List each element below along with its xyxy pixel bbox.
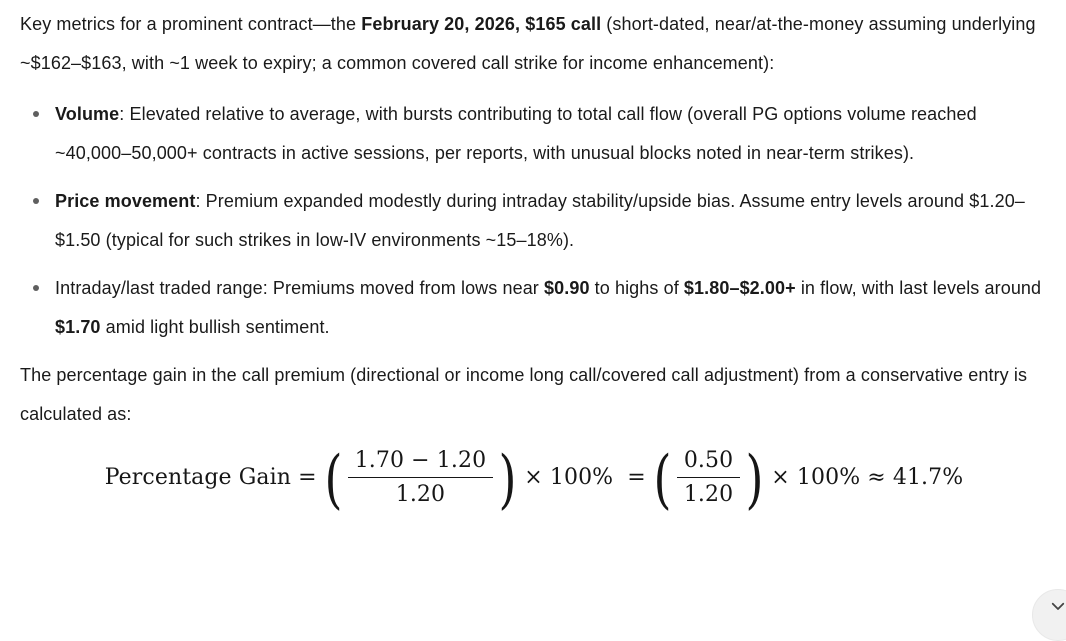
equals-sign: = bbox=[627, 465, 646, 491]
equals-sign: = bbox=[298, 465, 317, 491]
text-segment: (short-dated, near/at-the-money assuming underlying ~$162–$163, with ~1 week to expiry; a common covered call strike for income enhancement): bbox=[20, 14, 1036, 73]
text-segment: : Premium expanded modestly during intraday stability/upside bias. Assume entry levels around $1.20–$1.50 (typical for such strikes in low-IV environments ~15–18%). bbox=[55, 191, 1025, 250]
times-100-percent: × 100% bbox=[771, 465, 861, 491]
approx-result: ≈ 41.7% bbox=[867, 465, 964, 491]
bold-contract-name: February 20, 2026, $165 call bbox=[361, 14, 602, 34]
bold-text: $1.70 bbox=[55, 316, 101, 337]
fraction-denominator: 1.20 bbox=[395, 482, 446, 508]
fraction-1 bbox=[348, 448, 494, 508]
text-segment: Intraday/last traded range: Premiums moved from lows near bbox=[55, 278, 545, 298]
bold-text: $1.80–$2.00+ bbox=[683, 278, 796, 298]
bullet-marker bbox=[33, 111, 39, 117]
fraction-2 bbox=[677, 448, 740, 508]
bullet-marker bbox=[33, 285, 39, 291]
formula-lhs: Percentage Gain bbox=[104, 465, 292, 491]
bullet-marker bbox=[33, 198, 39, 204]
fraction-numerator: 0.50 bbox=[677, 448, 740, 478]
fraction-numerator: 1.70 − 1.20 bbox=[348, 448, 494, 478]
closing-paragraph bbox=[20, 356, 1048, 433]
chevron-down-icon bbox=[1049, 597, 1066, 615]
bold-text: $0.90 bbox=[544, 278, 590, 298]
list-item-volume bbox=[20, 95, 1048, 172]
text-segment: : Elevated relative to average, with bursts contributing to total call flow (overall PG options volume reached ~40,000–50,000+ contracts in active sessions, per reports, with unusual blocks noted in near-term strikes). bbox=[55, 104, 977, 163]
text-segment: in flow, with last levels around bbox=[795, 278, 1042, 298]
list-item-price-movement bbox=[20, 182, 1048, 259]
key-metrics-list bbox=[20, 95, 1048, 346]
scroll-to-bottom-button[interactable] bbox=[1032, 589, 1066, 641]
text-segment: The percentage gain in the call premium (directional or income long call/covered call adjustment) from a conservative entry is calculated as: bbox=[20, 365, 1028, 424]
text-segment: amid light bullish sentiment. bbox=[100, 316, 330, 337]
text-segment: to highs of bbox=[589, 278, 684, 298]
percentage-gain-formula: Percentage Gain = ( $\frac{1.70 - 1.20}{1.20}$ ) × 100% = ( $\frac{0.50}{1.20}$ ) × 100% ≈ 41.7% bbox=[104, 442, 964, 517]
list-item-intraday-range bbox=[20, 269, 1048, 346]
bold-text: Volume bbox=[55, 104, 120, 124]
bold-text: Price movement bbox=[55, 191, 196, 211]
intro-paragraph bbox=[20, 5, 1048, 82]
fraction-denominator: 1.20 bbox=[683, 482, 734, 508]
times-100-percent: × 100% bbox=[524, 465, 614, 491]
text-segment: Key metrics for a prominent contract—the bbox=[20, 14, 362, 34]
